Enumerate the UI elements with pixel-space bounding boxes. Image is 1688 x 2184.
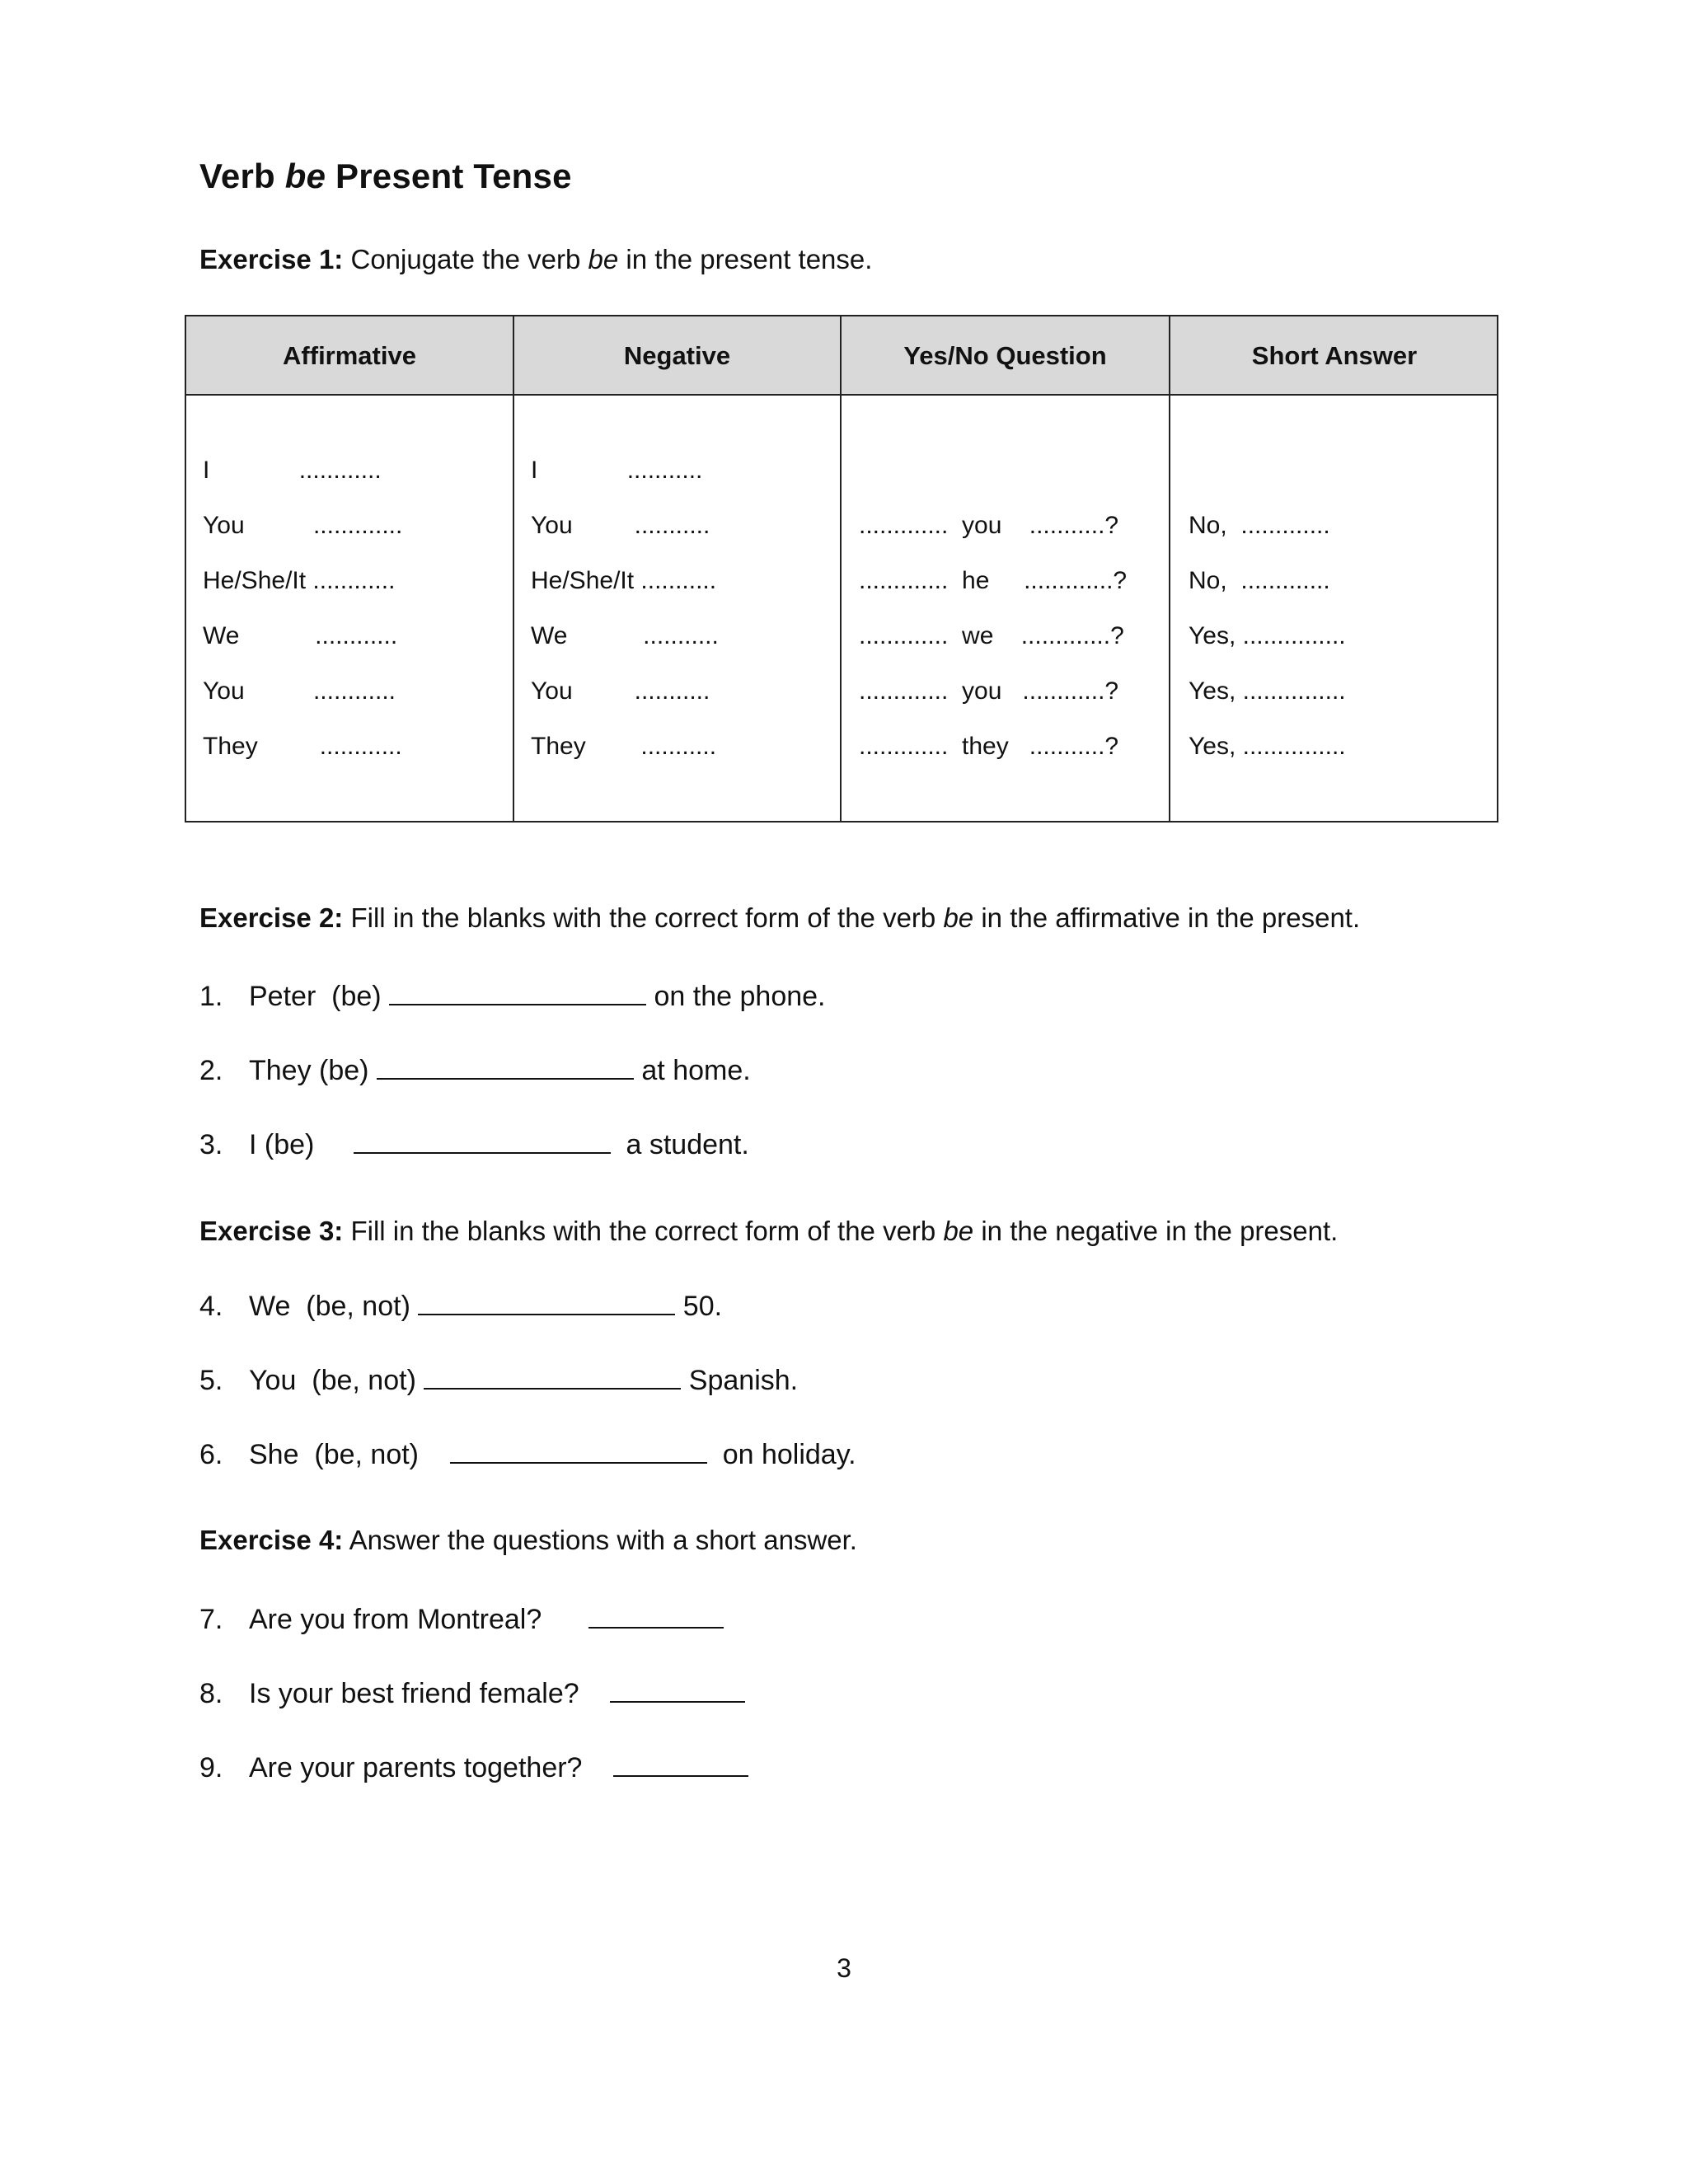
item-number: 8. (199, 1678, 223, 1709)
exercise-1-text-b: in the present tense. (618, 244, 873, 274)
exercise-4-text: Answer the questions with a short answer. (343, 1525, 857, 1555)
exercise-1-text-a: Conjugate the verb (343, 244, 588, 274)
page-number: 3 (837, 1953, 851, 1983)
short-answer-line: Yes, ............... (1189, 677, 1346, 705)
title-prefix: Verb (199, 157, 285, 195)
question-line: ............. you ............? (859, 677, 1119, 705)
exercise-1-label: Exercise 1: (199, 244, 344, 274)
item-prompt: Peter (be) (249, 981, 390, 1012)
answer-blank[interactable] (377, 1050, 634, 1080)
item-number: 4. (199, 1291, 223, 1322)
affirmative-line: We ............ (203, 622, 398, 649)
question-line: ............. we .............? (859, 622, 1124, 649)
page-title (199, 157, 572, 196)
title-italic-word: be (284, 157, 326, 195)
negative-line: They ........... (531, 733, 717, 760)
exercise-3-italic: be (943, 1216, 974, 1246)
short-answer-line: No, ............. (1189, 567, 1330, 594)
negative-line: He/She/It ........... (531, 567, 717, 594)
exercise-item (199, 1747, 748, 1784)
exercise-2-text-b: in the affirmative in the present. (973, 902, 1361, 933)
exercise-4-label: Exercise 4: (199, 1525, 344, 1555)
affirmative-line: I ............ (203, 457, 382, 484)
short-answer-line: Yes, ............... (1189, 733, 1346, 760)
item-number: 3. (199, 1129, 223, 1160)
exercise-item (199, 976, 826, 1013)
item-number: 9. (199, 1752, 223, 1783)
exercise-2-text-a: Fill in the blanks with the correct form of the verb (343, 902, 944, 933)
item-prompt: Are your parents together? (249, 1752, 614, 1783)
item-prompt: They (be) (249, 1055, 377, 1086)
exercise-item (199, 1434, 856, 1471)
question-line: ............. they ...........? (859, 733, 1119, 760)
answer-blank[interactable] (588, 1599, 724, 1629)
item-prompt: I (be) (249, 1129, 354, 1160)
item-number: 6. (199, 1439, 223, 1470)
item-prompt: Is your best friend female? (249, 1678, 611, 1709)
answer-blank[interactable] (418, 1286, 675, 1315)
exercise-item (199, 1599, 724, 1636)
negative-line: You ........... (531, 677, 710, 705)
item-prompt: Are you from Montreal? (249, 1604, 588, 1635)
exercise-item (199, 1286, 722, 1323)
affirmative-line: He/She/It ............ (203, 567, 396, 594)
exercise-item (199, 1360, 798, 1397)
item-number: 1. (199, 981, 223, 1012)
affirmative-line: You ............ (203, 677, 396, 705)
conjugation-table (185, 315, 1498, 823)
item-number: 5. (199, 1365, 223, 1396)
item-suffix: 50. (675, 1291, 723, 1322)
item-suffix: Spanish. (681, 1365, 799, 1396)
exercise-item (199, 1673, 745, 1710)
question-line: ............. he .............? (859, 567, 1128, 594)
exercise-2-label: Exercise 2: (199, 902, 344, 933)
exercise-1-italic: be (588, 244, 619, 274)
exercise-3-heading (199, 1216, 1338, 1247)
header-affirmative: Affirmative (283, 341, 416, 370)
exercise-2-italic: be (943, 902, 974, 933)
exercise-2-heading (199, 902, 1360, 934)
affirmative-line: They ............ (203, 733, 402, 760)
affirmative-line: You ............. (203, 512, 403, 539)
answer-blank[interactable] (354, 1124, 611, 1154)
answer-blank[interactable] (450, 1434, 707, 1464)
negative-line: I ........... (531, 457, 703, 484)
item-number: 7. (199, 1604, 223, 1635)
negative-line: You ........... (531, 512, 710, 539)
header-short-answer: Short Answer (1251, 341, 1418, 370)
item-number: 2. (199, 1055, 223, 1086)
exercise-item (199, 1124, 749, 1161)
answer-blank[interactable] (613, 1747, 748, 1777)
title-suffix: Present Tense (326, 157, 572, 195)
item-suffix: a student. (610, 1129, 749, 1160)
exercise-item (199, 1050, 751, 1087)
item-prompt: You (be, not) (249, 1365, 424, 1396)
short-answer-line: No, ............. (1189, 512, 1330, 539)
answer-blank[interactable] (610, 1673, 745, 1703)
short-answer-line: Yes, ............... (1189, 622, 1346, 649)
exercise-4-heading (199, 1525, 857, 1556)
item-prompt: We (be, not) (249, 1291, 419, 1322)
item-prompt: She (be, not) (249, 1439, 450, 1470)
exercise-3-text-b: in the negative in the present. (973, 1216, 1339, 1246)
item-suffix: at home. (633, 1055, 751, 1086)
answer-blank[interactable] (424, 1360, 681, 1390)
item-suffix: on holiday. (706, 1439, 856, 1470)
exercise-1-heading (199, 244, 872, 275)
item-suffix: on the phone. (646, 981, 826, 1012)
header-negative: Negative (623, 341, 731, 370)
answer-blank[interactable] (389, 976, 646, 1005)
header-yes-no-question: Yes/No Question (903, 341, 1107, 370)
question-line: ............. you ...........? (859, 512, 1119, 539)
exercise-3-text-a: Fill in the blanks with the correct form of the verb (343, 1216, 944, 1246)
negative-line: We ........... (531, 622, 719, 649)
exercise-3-label: Exercise 3: (199, 1216, 344, 1246)
